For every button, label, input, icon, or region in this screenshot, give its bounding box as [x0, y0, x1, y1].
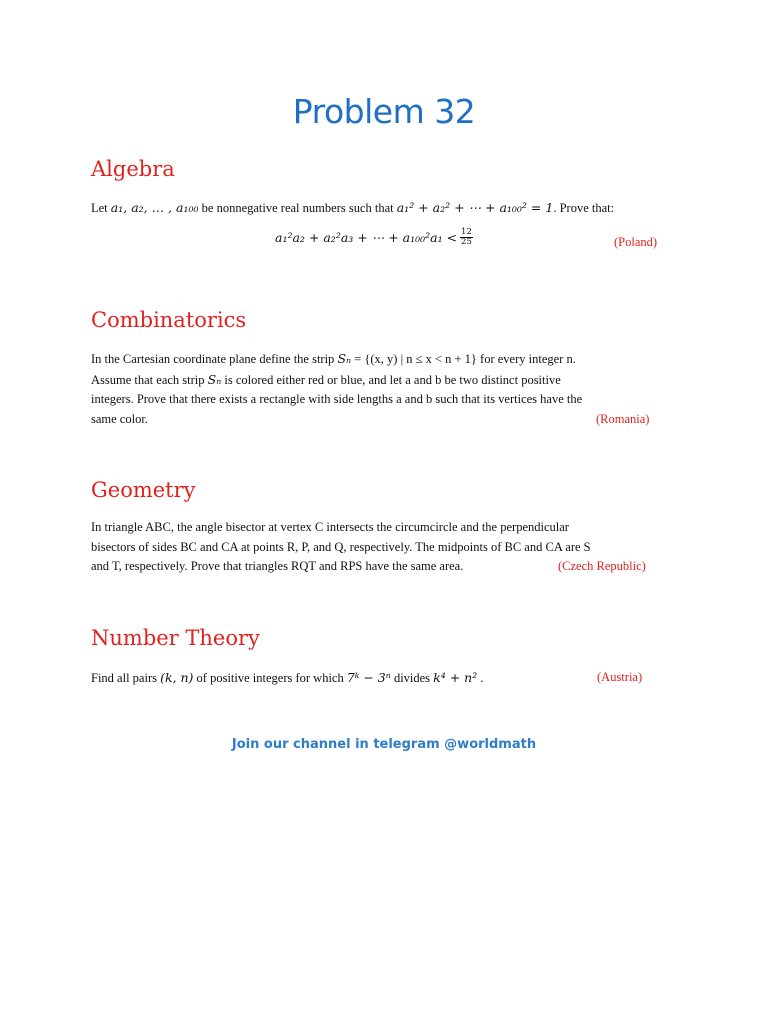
expression-divisor: 7ᵏ − 3ⁿ — [346, 670, 391, 685]
number-theory-line — [91, 668, 681, 689]
fraction — [460, 228, 473, 247]
text: In the Cartesian coordinate plane define the strip — [91, 352, 338, 366]
combinatorics-line — [91, 410, 681, 430]
combinatorics-line — [91, 349, 681, 370]
number-theory-statement — [91, 668, 681, 689]
source-poland: (Poland) — [614, 235, 658, 249]
algebra-condition: a₁² + a₂² + ⋯ + a₁₀₀² = 1 — [396, 200, 554, 215]
algebra-inequality — [275, 228, 473, 247]
algebra-text: be nonnegative real numbers such that — [198, 201, 397, 215]
text: Find all pairs — [91, 671, 161, 685]
text: divides — [390, 671, 434, 685]
combinatorics-statement — [91, 349, 681, 429]
geometry-line: bisectors of sides BC and CA at points R, P, and Q, respectively. The midpoints of BC and CA are S — [91, 539, 591, 554]
text: same color. — [91, 411, 148, 426]
algebra-variables: a₁, a₂, … , a₁₀₀ — [110, 200, 199, 215]
fraction-denominator: 25 — [461, 237, 472, 247]
telegram-channel-link[interactable]: Join our channel in telegram @worldmath — [231, 737, 537, 752]
fraction-numerator: 12 — [461, 227, 472, 237]
text: = {(x, y) | n ≤ x < n + 1} for every integer n. — [351, 352, 576, 366]
text: of positive integers for which — [193, 671, 347, 685]
text: and T, respectively. Prove that triangles RQT and RPS have the same area. — [91, 559, 464, 573]
source-czech-republic: (Czech Republic) — [558, 559, 646, 573]
text: Assume that each strip — [91, 372, 208, 387]
source-romania: (Romania) — [596, 411, 650, 426]
algebra-text: . Prove that: — [553, 201, 615, 215]
combinatorics-line — [91, 370, 681, 391]
text: is colored either red or blue, and let a and b be two distinct positive — [221, 372, 561, 387]
combinatorics-line: integers. Prove that there exists a rectangle with side lengths a and b such that its vertices have the — [91, 392, 583, 406]
text: . — [477, 671, 484, 685]
heading-number-theory: Number Theory — [91, 626, 260, 650]
algebra-text: Let — [91, 201, 111, 215]
inequality-lhs: a₁²a₂ + a₂²a₃ + ⋯ + a₁₀₀²a₁ < — [275, 230, 458, 245]
heading-combinatorics: Combinatorics — [91, 308, 247, 332]
expression-dividend: k⁴ + n² — [433, 670, 478, 685]
geometry-statement — [91, 518, 681, 577]
geometry-line: In triangle ABC, the angle bisector at vertex C intersects the circumcircle and the perpendicular — [91, 520, 569, 534]
algebra-statement — [91, 198, 681, 219]
geometry-line — [91, 557, 681, 577]
heading-algebra: Algebra — [91, 157, 175, 181]
heading-geometry: Geometry — [91, 478, 196, 502]
source-austria: (Austria) — [597, 670, 643, 684]
page-title: Problem 32 — [292, 92, 476, 131]
strip-symbol: Sₙ — [337, 351, 352, 366]
strip-symbol: Sₙ — [207, 371, 222, 387]
pair-kn: (k, n) — [160, 670, 194, 685]
